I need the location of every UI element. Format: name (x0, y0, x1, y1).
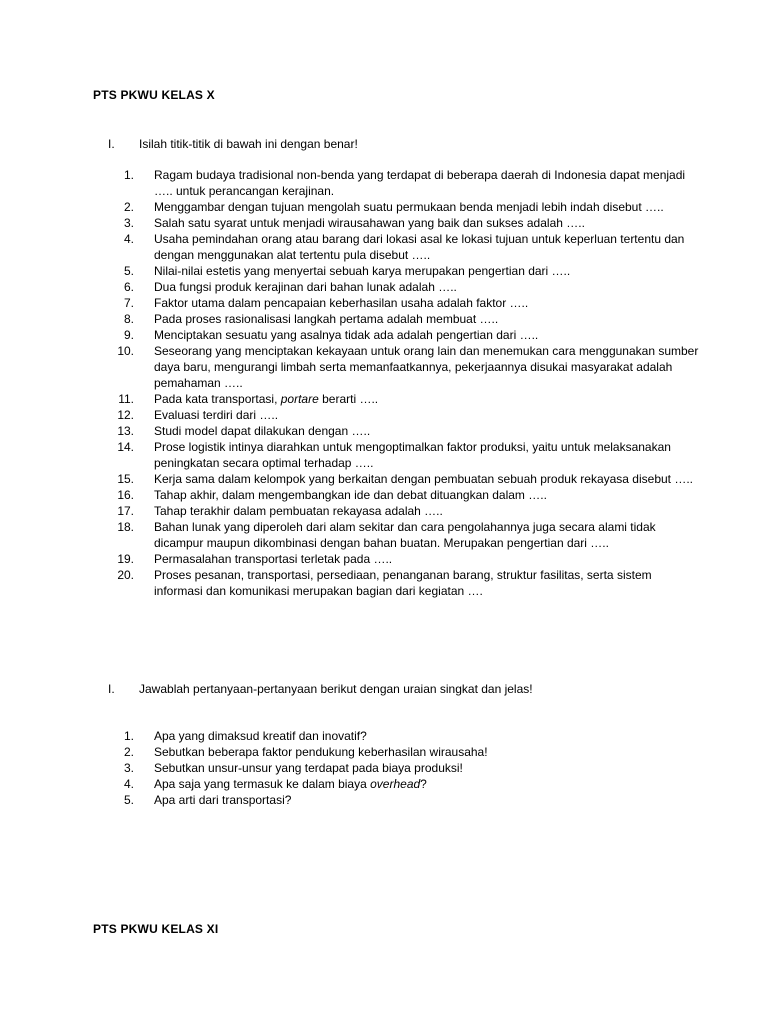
question-item (108, 295, 768, 311)
question-number: 3. (123, 216, 134, 230)
page-title-kelas-xi: PTS PKWU KELAS XI (93, 922, 219, 936)
question-item (108, 263, 768, 279)
question-number: 19. (117, 552, 134, 566)
question-text: Evaluasi terdiri dari ….. (154, 408, 279, 422)
question-text: Apa yang dimaksud kreatif dan inovatif? (154, 729, 367, 743)
question-text: Menggambar dengan tujuan mengolah suatu permukaan benda menjadi lebih indah disebut ….. (154, 200, 664, 214)
question-text: Salah satu syarat untuk menjadi wirausahawan yang baik dan sukses adalah ….. (154, 216, 585, 230)
question-item (108, 199, 768, 215)
question-item (108, 423, 768, 439)
question-text: Seseorang yang menciptakan kekayaan untuk orang lain dan menemukan cara menggunakan sumber daya baru, mengurangi limbah serta memanfaatkannya, pekerjaannya disukai masyarakat adalah pemahaman ….. (154, 344, 699, 390)
question-number: 11. (118, 392, 134, 406)
question-text: Pada proses rasionalisasi langkah pertama adalah membuat ….. (154, 312, 499, 326)
question-item (108, 503, 768, 519)
question-item (108, 279, 768, 295)
question-text: Studi model dapat dilakukan dengan ….. (154, 424, 371, 438)
question-number: 10. (117, 344, 134, 358)
question-number: 4. (123, 232, 134, 246)
question-number: 7. (123, 296, 134, 310)
question-number: 3. (123, 761, 134, 775)
question-text: Pada kata transportasi, portare berarti ….. (154, 392, 379, 406)
question-number: 13. (117, 424, 134, 438)
question-item (108, 327, 768, 343)
question-item (108, 487, 768, 503)
question-number: 4. (123, 777, 134, 791)
question-item (108, 567, 768, 599)
question-number: 2. (123, 745, 134, 759)
question-item (108, 728, 768, 744)
question-text: Bahan lunak yang diperoleh dari alam sekitar dan cara pengolahannya juga secara alami tidak dicampur maupun dikombinasi dengan bahan buatan. Merupakan pengertian dari ….. (154, 520, 656, 550)
question-text: Apa arti dari transportasi? (154, 793, 292, 807)
question-text: Permasalahan transportasi terletak pada ….. (154, 552, 393, 566)
question-number: 1. (123, 168, 134, 182)
question-text: Ragam budaya tradisional non-benda yang terdapat di beberapa daerah di Indonesia dapat menjadi ….. untuk perancangan kerajinan. (154, 168, 686, 198)
question-text: Proses pesanan, transportasi, persediaan, penanganan barang, struktur fasilitas, serta sistem informasi dan komunikasi merupakan bagian dari kegiatan …. (154, 568, 652, 598)
question-item (108, 407, 768, 423)
section-1-instruction: Isilah titik-titik di bawah ini dengan benar! (139, 137, 358, 151)
question-number: 12. (117, 408, 134, 422)
question-text: Prose logistik intinya diarahkan untuk mengoptimalkan faktor produksi, yaitu untuk melaksanakan peningkatan secara optimal terhadap ….. (154, 440, 671, 470)
question-text: Sebutkan unsur-unsur yang terdapat pada biaya produksi! (154, 761, 463, 775)
question-item (108, 776, 768, 792)
question-text: Faktor utama dalam pencapaian keberhasilan usaha adalah faktor ….. (154, 296, 529, 310)
question-number: 6. (123, 280, 134, 294)
question-text: Usaha pemindahan orang atau barang dari lokasi asal ke lokasi tujuan untuk keperluan tertentu dan dengan menggunakan alat tertentu pula disebut ….. (154, 232, 685, 262)
question-number: 17. (117, 504, 134, 518)
section-1-question-list (108, 167, 768, 599)
question-item (108, 471, 768, 487)
question-text: Sebutkan beberapa faktor pendukung keberhasilan wirausaha! (154, 745, 488, 759)
question-text: Dua fungsi produk kerajinan dari bahan lunak adalah ….. (154, 280, 457, 294)
question-number: 9. (123, 328, 134, 342)
question-number: 16. (117, 488, 134, 502)
question-item (108, 760, 768, 776)
question-item (108, 439, 768, 471)
question-item (108, 167, 768, 199)
question-text: Tahap akhir, dalam mengembangkan ide dan debat dituangkan dalam ….. (154, 488, 547, 502)
question-number: 5. (123, 264, 134, 278)
question-text: Menciptakan sesuatu yang asalnya tidak ada adalah pengertian dari ….. (154, 328, 539, 342)
question-number: 15. (117, 472, 134, 486)
italic-term: portare (280, 392, 319, 406)
question-text: Tahap terakhir dalam pembuatan rekayasa adalah ….. (154, 504, 443, 518)
question-number: 2. (123, 200, 134, 214)
page-title-kelas-x: PTS PKWU KELAS X (93, 88, 215, 102)
question-text: Kerja sama dalam kelompok yang berkaitan dengan pembuatan sebuah produk rekayasa disebut ….. (154, 472, 693, 486)
question-item (108, 231, 768, 263)
question-item (108, 311, 768, 327)
question-item (108, 519, 768, 551)
question-number: 20. (117, 568, 134, 582)
question-number: 5. (123, 793, 134, 807)
question-item (108, 551, 768, 567)
question-item (108, 215, 768, 231)
question-number: 14. (117, 440, 134, 454)
question-number: 18. (117, 520, 134, 534)
section-2-numeral: I. (108, 682, 115, 696)
question-item (108, 744, 768, 760)
question-number: 8. (123, 312, 134, 326)
italic-term: overhead (370, 777, 421, 791)
question-text: Apa saja yang termasuk ke dalam biaya overhead? (154, 777, 427, 791)
section-2-instruction: Jawablah pertanyaan-pertanyaan berikut dengan uraian singkat dan jelas! (139, 682, 533, 696)
question-text: Nilai-nilai estetis yang menyertai sebuah karya merupakan pengertian dari ….. (154, 264, 571, 278)
question-item (108, 391, 768, 407)
section-2-question-list (108, 728, 768, 808)
question-item (108, 343, 768, 391)
question-number: 1. (123, 729, 134, 743)
question-item (108, 792, 768, 808)
section-1-numeral: I. (108, 137, 115, 151)
